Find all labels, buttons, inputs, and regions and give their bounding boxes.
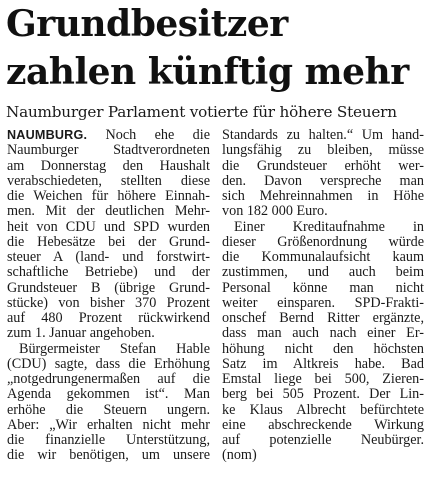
article-dateline: NAUMBURG. xyxy=(7,128,88,142)
body-line: den. Davon verspreche man xyxy=(222,172,424,189)
body-line: dass man auch nach einer Er- xyxy=(222,325,424,342)
body-line xyxy=(7,128,210,143)
body-line: ke Klaus Albrecht befürchtete xyxy=(222,401,424,418)
body-line: verabschiedeten, stellten diese xyxy=(7,172,210,189)
body-line: Satz im Altkreis habe. Bad xyxy=(222,355,424,372)
body-line: am Donnerstag den Haushalt xyxy=(7,157,210,174)
body-line: Agenda gekommen ist“. Man xyxy=(7,386,210,403)
body-line: die Grundsteuer erhöht wer- xyxy=(222,157,424,174)
body-line: lungsfähig zu bleiben, müsse xyxy=(222,142,424,159)
headline-line-1: Grundbesitzer xyxy=(6,3,288,45)
body-line: Emstal liege bei 500, Zieren- xyxy=(222,371,424,387)
body-line: die Hebesätze bei der Grund- xyxy=(7,233,210,250)
body-line: (CDU) sagte, dass die Erhöhung xyxy=(7,355,210,372)
body-line: erhöhe die Steuern ungern. xyxy=(7,401,210,418)
body-line: men. Mit der deutlichen Mehr- xyxy=(7,203,210,220)
body-line: berg bei 505 Prozent. Der Lin- xyxy=(222,386,424,403)
body-line: steuer A (land- und forstwirt- xyxy=(7,249,210,265)
body-line: stücke) von bisher 370 Prozent xyxy=(7,294,210,311)
body-line: die finanzielle Unterstützung, xyxy=(7,432,210,448)
body-line: Naumburger Stadtverordneten xyxy=(7,142,210,159)
body-line: onschef Bernd Ritter ergänzte, xyxy=(222,310,424,326)
article-column-left xyxy=(7,128,210,464)
article-subheadline: Naumburger Parlament votierte für höhere Steuern xyxy=(6,103,397,121)
body-line: von 182 000 Euro. xyxy=(222,203,328,220)
headline-line-2: zahlen künftig mehr xyxy=(6,51,409,93)
body-line: dieser Größenordnung würde xyxy=(222,233,424,250)
body-line: höhung nicht den höchsten xyxy=(222,340,424,357)
body-line: zum 1. Januar angehoben. xyxy=(7,325,155,342)
body-line: heit von CDU und SPD wurden xyxy=(7,218,210,235)
body-line: Aber: „Wir erhalten nicht mehr xyxy=(7,416,210,433)
body-line: zustimmen, und auch beim xyxy=(222,264,424,281)
body-line: Einer Kreditaufnahme in xyxy=(234,218,424,235)
article-headline xyxy=(6,0,428,96)
body-line: die Weichen für höhere Einnah- xyxy=(7,188,210,204)
body-line: weiter einsparen. SPD-Frakti- xyxy=(222,294,424,311)
body-line: auf 480 Prozent rückwirkend xyxy=(7,310,210,326)
body-line: schaftliche Betriebe) und der xyxy=(7,264,210,281)
body-line: Standards zu halten.“ Um hand- xyxy=(222,127,424,143)
body-line: sich Mehreinnahmen in Höhe xyxy=(222,188,424,204)
article-column-right xyxy=(222,128,424,464)
body-line: Personal könne man nicht xyxy=(222,279,424,296)
body-line: (nom) xyxy=(222,447,257,464)
body-line: Bürgermeister Stefan Hable xyxy=(19,340,210,357)
body-line: Grundsteuer B (übrige Grund- xyxy=(7,279,210,296)
body-line: die wir benötigen, um unsere xyxy=(7,447,210,464)
body-line-text: Noch ehe die xyxy=(87,127,210,143)
body-line: die Kommunalaufsicht kaum xyxy=(222,249,424,265)
body-line: „notgedrungenermaßen auf die xyxy=(7,371,210,387)
body-line: auf potenzielle Neubürger. xyxy=(222,432,424,448)
body-line: eine abschreckende Wirkung xyxy=(222,416,424,433)
